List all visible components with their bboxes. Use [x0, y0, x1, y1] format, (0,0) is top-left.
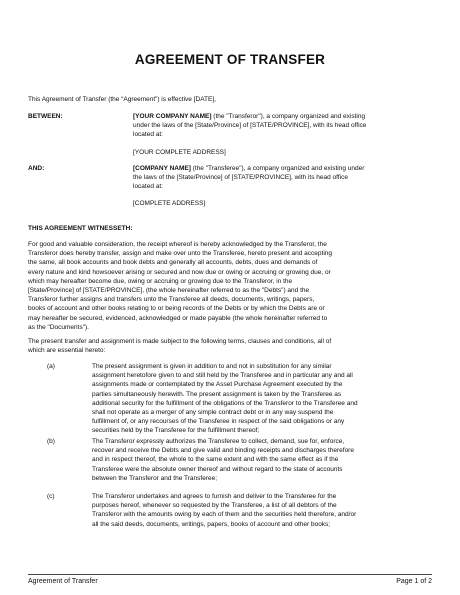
item-b-line: between the Transferor and the Transferee;	[92, 474, 218, 482]
item-c-line: purposes hereof, whenever so requested by the Transferee, a list of all debtors of the	[92, 502, 337, 510]
para2-line: The present transfer and assignment is made subject to the following terms, clauses and conditions, all of	[28, 338, 332, 345]
para1-line: may hereafter be secured, evidenced, acknowledged or made payable (the whole hereinafter referred to	[28, 314, 328, 322]
item-a-line: shall not operate as a merger of any simple contract debt or in any way suspend the	[92, 409, 334, 416]
para1-line: [State/Province] of [STATE/PROVINCE], (the whole hereinafter referred to as the "Debts") and the	[28, 287, 310, 294]
between-line-3: located at:	[133, 131, 163, 139]
between-line-1	[133, 112, 365, 121]
and-line-3: located at:	[133, 183, 163, 191]
and-line-1	[133, 164, 364, 173]
item-c-line: all the said deeds, documents, writings, papers, books of account and other books;	[92, 520, 331, 528]
transferee-name: [COMPANY NAME]	[133, 165, 191, 172]
para1-line: Transferor further assigns and transfers unto the Transferee all deeds, documents, writings, papers,	[28, 296, 315, 304]
item-a-line: assignment heretofore given to and still held by the Transferee and in particular any and all	[92, 372, 353, 380]
item-a-line: parties simultaneously herewith. The present assignment is taken by the Transferee as	[92, 390, 342, 398]
item-a-line: additional security for the fulfillment of the obligations of the Transferor to the Transferee and	[92, 399, 358, 407]
para2-line: which are essential hereto:	[28, 347, 106, 355]
para1-line: For good and valuable consideration, the receipt whereof is hereby acknowledged by the Transferor, the	[28, 241, 327, 248]
para1-line: which may hereafter become due, owing or accruing or growing due to the Transferor, in the	[28, 277, 293, 285]
item-b-line: Transferee were the absolute owner thereof and without regard to the state of accounts	[92, 465, 343, 473]
item-c-line: Transferor with the amounts owing by each of them and the securities held therefore, and/or	[92, 511, 357, 519]
footer-divider	[28, 574, 432, 575]
between-line-1-text: (the "Transferor"), a company organized and existing	[211, 113, 366, 120]
item-b-line: recover and receive the Debts and give valid and binding receipts and discharges therefore	[92, 447, 354, 455]
footer-document-title: Agreement of Transfer	[28, 578, 98, 585]
item-a-letter: (a)	[47, 363, 55, 370]
intro-line: This Agreement of Transfer (the “Agreement”) is effective [DATE],	[28, 96, 216, 103]
witnesseth-heading: THIS AGREEMENT WITNESSETH:	[28, 225, 133, 232]
para1-line: Transferor does hereby transfer, assign and make over unto the Transferee, hereto present and accepting	[28, 250, 332, 258]
and-label: AND:	[28, 165, 45, 172]
item-c-letter: (c)	[47, 493, 55, 500]
between-label: BETWEEN:	[28, 113, 63, 120]
and-line-1-text: (the "Transferee"), a company organized and existing under	[190, 165, 365, 172]
footer-page-number: Page 1 of 2	[396, 578, 432, 585]
para1-line: every nature and kind howsoever arising or secured and now due or owing or accruing or growing due, or	[28, 268, 331, 276]
para1-line: books of account and other books relating to or being records of the Debts or by which the Debts are or	[28, 305, 325, 313]
transferee-address: [COMPLETE ADDRESS]	[133, 200, 206, 207]
item-a-line: assignments made or contemplated by the Asset Purchase Agreement executed by the	[92, 381, 343, 389]
para1-line: the same, all book accounts and book debts and generally all accounts, debts, dues and demands of	[28, 259, 318, 267]
item-b-letter: (b)	[47, 438, 55, 445]
item-a-line: The present assignment is given in addition to and not in substitution for any similar	[92, 363, 332, 370]
item-b-line: and in respect thereof, the whole to the same extent and with the same effect as if the	[92, 456, 339, 464]
transferor-address: [YOUR COMPLETE ADDRESS]	[133, 149, 226, 156]
item-a-line: securities held by the Transferee for the fulfillment thereof;	[92, 427, 260, 435]
item-c-line: The Transferor undertakes and agrees to furnish and deliver to the Transferee for the	[92, 493, 337, 500]
transferor-name: [YOUR COMPANY NAME]	[133, 113, 212, 120]
between-line-2: under the laws of the [State/Province] of [STATE/PROVINCE], with its head office	[133, 122, 367, 130]
and-line-2: the laws of the [State/Province] of [STATE/PROVINCE], with its head office	[133, 174, 348, 182]
item-a-line: fulfillment of, or any recourses of the Transferee in respect of the said obligations or any	[92, 418, 345, 426]
document-title: AGREEMENT OF TRANSFER	[134, 52, 326, 67]
para1-line: as the "Documents").	[28, 323, 89, 331]
item-b-line: The Transferor expressly authorizes the Transferee to collect, demand, sue for, enforce,	[92, 438, 345, 445]
